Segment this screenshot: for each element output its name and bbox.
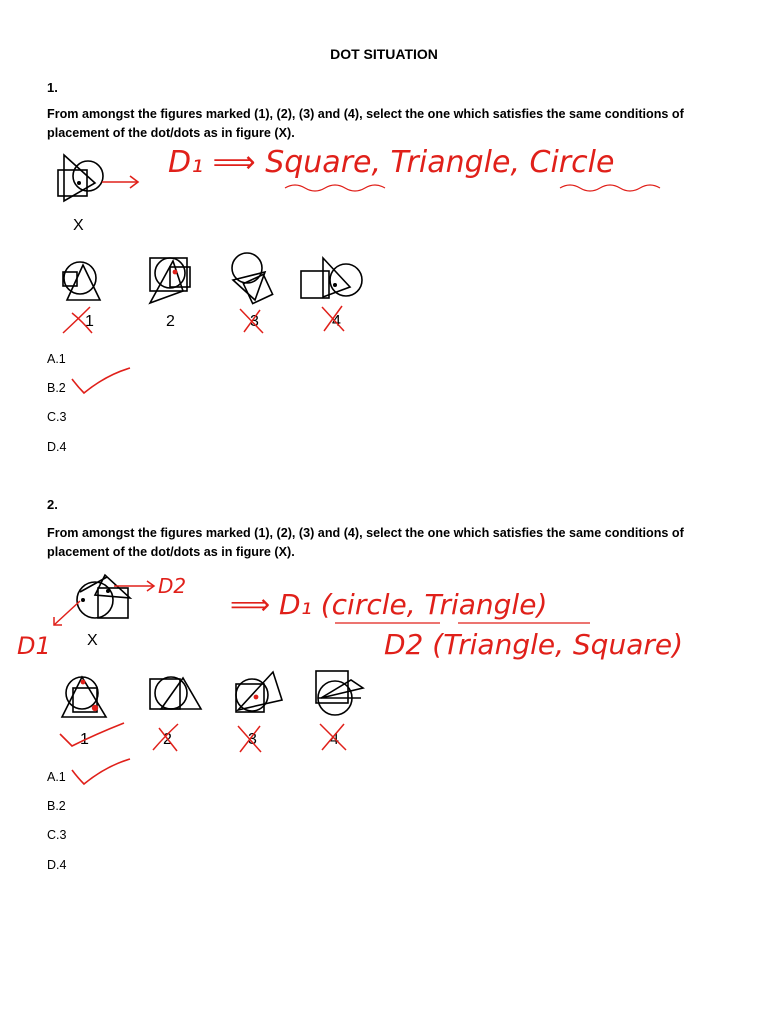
q1-checkmark [70,365,135,397]
question-1-text: From amongst the figures marked (1), (2), (3) and (4), select the one which satisfies the same conditions of placement of the dot/dots as in figure (X). [47,107,684,140]
q1-annotation: D₁ ⟹ Square, Triangle, Circle [168,145,615,180]
q2-choice-label-2: 2 [163,731,172,748]
q1-cross-mark-3 [238,305,268,335]
question-2-number: 2. [47,497,58,512]
q2-cross-mark-4 [316,720,350,754]
q2-annotation-underline [330,618,610,630]
q1-cross-mark-1 [60,305,100,335]
q2-cross-mark-3 [235,722,267,754]
q2-choice-figure-4 [313,668,373,723]
question-2-text: From amongst the figures marked (1), (2), (3) and (4), select the one which satisfies the same conditions of placement of the dot/dots as in figure (X). [47,526,684,559]
q2-choice-figure-1 [58,673,113,723]
q1-option-d[interactable]: D.4 [47,440,67,454]
q2-cross-mark-2 [150,722,182,754]
q1-option-b[interactable]: B.2 [47,381,66,395]
q2-option-b[interactable]: B.2 [47,799,66,813]
q2-annotation-line1: ⟹ D₁ (circle, Triangle) [230,588,548,621]
q2-d2-arrow [112,578,162,594]
q2-choice-figure-3 [228,670,293,720]
q1-annotation-underline [285,182,675,202]
q2-choice-label-4: 4 [330,731,339,748]
q1-choice-label-1: 1 [85,313,94,330]
q2-d1-arrow [48,598,88,630]
q2-choice-label-3: 3 [248,731,257,748]
q1-annotation-arrow [100,170,150,190]
q2-figure-x-label: X [87,632,98,649]
q1-choice-figure-1 [55,255,115,305]
q1-choice-figure-2 [145,255,205,310]
question-1-number: 1. [47,80,58,95]
q2-checkmark [70,756,135,788]
q2-option-a[interactable]: A.1 [47,770,66,784]
q1-choice-label-4: 4 [332,313,341,330]
q1-figure-x-label: X [73,217,84,234]
q1-option-c[interactable]: C.3 [47,410,67,424]
page-title: DOT SITUATION [330,46,438,62]
q2-choice-label-1: 1 [80,731,89,748]
q2-check-mark-1 [58,720,128,750]
q1-choice-figure-4 [298,255,373,305]
q2-d2-label: D2 [158,574,187,598]
q2-option-c[interactable]: C.3 [47,828,67,842]
q1-option-a[interactable]: A.1 [47,352,66,366]
q2-annotation-line2: D2 (Triangle, Square) [384,628,684,661]
q1-choice-figure-3 [225,250,285,310]
q2-choice-figure-2 [145,673,210,718]
q1-choice-label-3: 3 [250,313,259,330]
q1-choice-label-2: 2 [166,313,175,330]
q2-d1-label: D1 [17,632,51,660]
q2-option-d[interactable]: D.4 [47,858,67,872]
q1-cross-mark-4 [318,303,348,333]
